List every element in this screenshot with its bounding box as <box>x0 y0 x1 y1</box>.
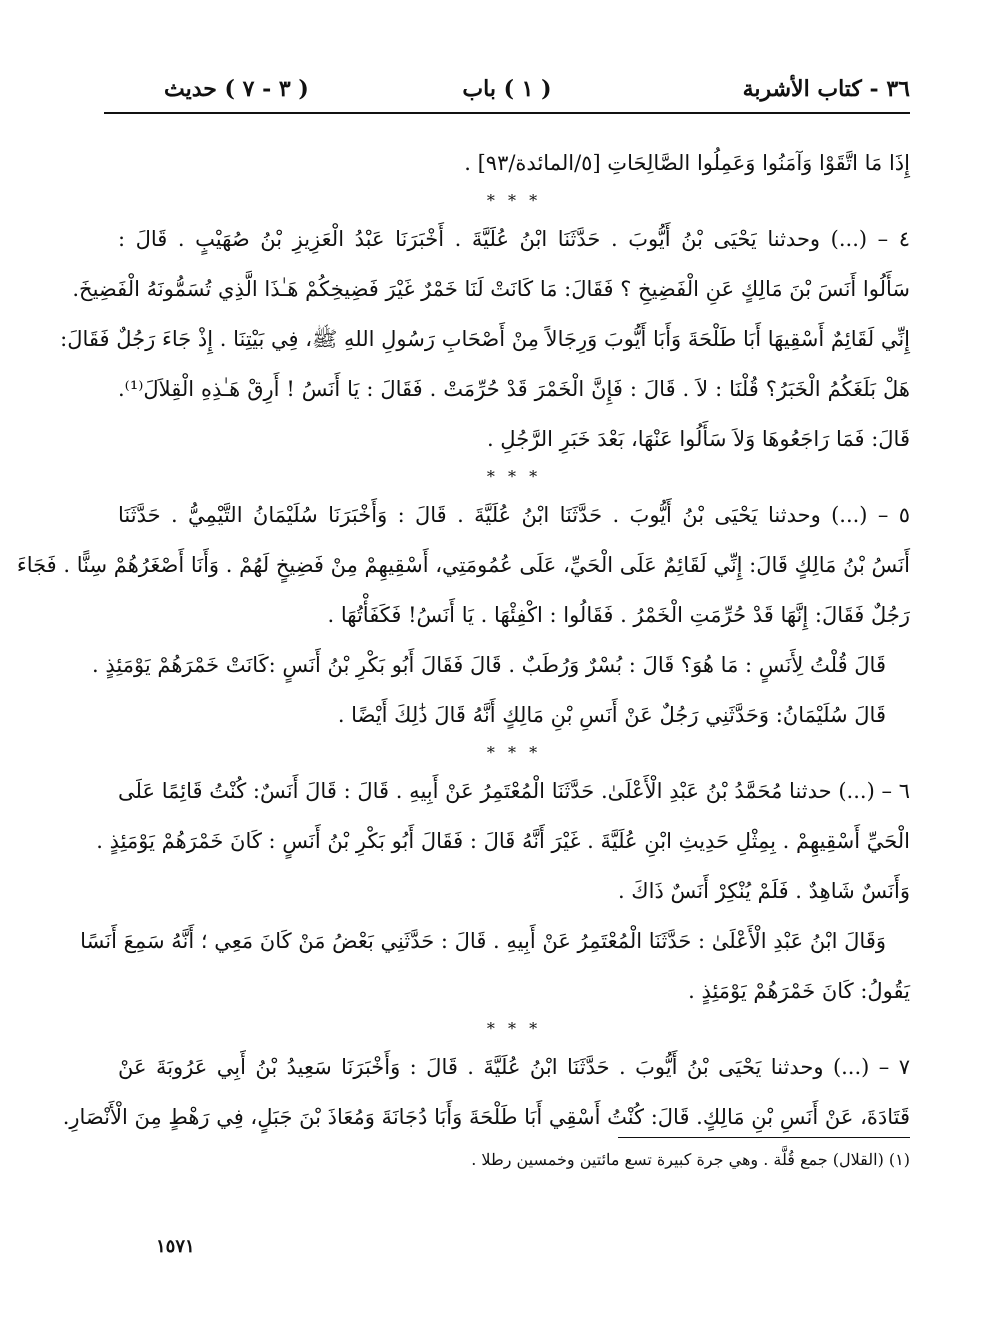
quran-verse-line: إِذَا مَا اتَّقَوْا وَآمَنُوا وَعَمِلُوا الصَّالِحَاتِ [٥/المائدة/٩٣] . <box>464 151 910 175</box>
text-line: قَالَ: فَمَا رَاجَعُوهَا وَلاَ سَأَلُوا عَنْهَا، بَعْدَ خَبَرِ الرَّجُلِ . <box>486 427 910 451</box>
text-line: رَجُلٌ فَقَالَ: إِنَّهَا قَدْ حُرِّمَتِ الْخَمْرُ . فَقَالُوا : اكْفِئْهَا . يَا أَنَسُ! فَكَفَأْتُهَا . <box>327 603 910 627</box>
text-line: ٦ – (...) حدثنا مُحَمَّدُ بْنُ عَبْدِ الْأَعْلَىٰ. حَدَّثَنَا الْمُعْتَمِرُ عَنْ أَبِيهِ . قَالَ : قَالَ أَنَسٌ: كُنْتُ قَائِمًا عَلَى <box>118 779 910 803</box>
text-line: يَقُولُ: كَانَ خَمْرَهُمْ يَوْمَئِذٍ . <box>688 979 910 1003</box>
footnote-rule <box>618 1137 910 1138</box>
section-separator: * * * <box>486 1019 542 1038</box>
hadith-6 <box>80 766 910 1016</box>
text-line: قَالَ سُلَيْمَانُ: وَحَدَّثَنِي رَجُلٌ عَنْ أَنَسِ بْنِ مَالِكٍ أَنَّهُ قَالَ ذَٰلِكَ أَيْضًا . <box>337 703 886 727</box>
header-hadith-range: ( ٣ - ٧ ) حديث <box>164 76 309 102</box>
text-line: هَلْ بَلَغَكُمُ الْخَبَرُ؟ قُلْنَا : لاَ . قَالَ : فَإِنَّ الْخَمْرَ قَدْ حُرِّمَتْ . فَقَالَ : يَا أَنَسُ ! أَرِقْ هَـٰذِهِ الْقِلاَلَ⁽¹⁾. <box>118 377 910 401</box>
text-line: ٥ – (...) وحدثنا يَحْيَى بْنُ أَيُّوبَ . حَدَّثَنَا ابْنُ عُلَيَّةَ . قَالَ : وَأَخْبَرَنَا سُلَيْمَانُ التَّيْمِيُّ . حَدَّثَنَا <box>118 503 910 527</box>
section-separator: * * * <box>486 191 542 210</box>
text-line: الْحَيِّ أَسْقِيهِمْ . بِمِثْلِ حَدِيثِ ابْنِ عُلَيَّةَ . غَيْرَ أَنَّهُ قَالَ : فَقَالَ أَبُو بَكْرِ بْنُ أَنَسٍ : كَانَ خَمْرَهُمْ يَوْمَئِذٍ . <box>96 829 910 853</box>
page-number: ١٥٧١ <box>156 1236 195 1257</box>
footnote: (١) (القلال) جمع قُلَّة . وهي جرة كبيرة تسع مائتين وخمسين رطلا . <box>471 1150 910 1169</box>
hadith-4 <box>60 214 910 464</box>
text-line: إِنِّي لَقَائِمٌ أَسْقِيهَا أَبَا طَلْحَةَ وَأَبَا أَيُّوبَ وَرِجَالاً مِنْ أَصْحَابِ رَسُولِ اللهِ ﷺ، فِي بَيْتِنَا . إِذْ جَاءَ رَجُلٌ فَقَالَ: <box>60 327 910 351</box>
text-line: ٧ – (...) وحدثنا يَحْيَى بْنُ أَيُّوبَ . حَدَّثَنَا ابْنُ عُلَيَّةَ . قَالَ : وَأَخْبَرَنَا سَعِيدُ بْنُ أَبِي عَرُوبَةَ عَنْ <box>118 1055 910 1079</box>
text-line: وَأَنَسٌ شَاهِدٌ . فَلَمْ يُنْكِرْ أَنَسٌ ذَاكَ . <box>617 879 910 903</box>
text-line: قَالَ قُلْتُ لِأَنَسٍ : مَا هُوَ؟ قَالَ : بُسْرٌ وَرُطَبٌ . قَالَ فَقَالَ أَبُو بَكْرِ بْنُ أَنَسٍ :كَانَتْ خَمْرَهُمْ يَوْمَئِذٍ . <box>92 653 886 677</box>
header-book-title: ٣٦ - كتاب الأشربة <box>742 76 910 102</box>
hadith-5 <box>16 490 910 740</box>
section-separator: * * * <box>486 467 542 486</box>
running-header <box>104 70 910 116</box>
hadith-7 <box>62 1042 910 1142</box>
text-line: سَأَلُوا أَنَسَ بْنَ مَالِكٍ عَنِ الْفَضِيخِ ؟ فَقَالَ: مَا كَانَتْ لَنَا خَمْرٌ غَيْرَ فَضِيخِكُمْ هَـٰذَا الَّذِي تُسَمُّونَهُ الْفَضِيخَ. <box>72 277 910 301</box>
text-line: وَقَالَ ابْنُ عَبْدِ الْأَعْلَىٰ : حَدَّثَنَا الْمُعْتَمِرُ عَنْ أَبِيهِ . قَالَ : حَدَّثَنِي بَعْضُ مَنْ كَانَ مَعِي ؛ أَنَّهُ سَمِعَ أَنَسًا <box>80 929 886 953</box>
text-line: قَتَادَةَ، عَنْ أَنَسِ بْنِ مَالِكٍ. قَالَ: كُنْتُ أَسْقِي أَبَا طَلْحَةَ وَأَبَا دُجَانَةَ وَمُعَاذَ بْنَ جَبَلٍ، فِي رَهْطٍ مِنَ الْأَنْصَارِ. <box>62 1105 910 1129</box>
header-chapter: ( ١ ) باب <box>462 76 552 102</box>
page-body <box>16 138 910 1142</box>
section-separator: * * * <box>486 743 542 762</box>
header-rule <box>104 112 910 114</box>
text-line: أَنَسُ بْنُ مَالِكٍ قَالَ: إِنِّي لَقَائِمٌ عَلَى الْحَيِّ، عَلَى عُمُومَتِي، أَسْقِيهِمْ مِنْ فَضِيخٍ لَهُمْ . وَأَنَا أَصْغَرُهُمْ سِنًّا . فَجَاءَ <box>16 553 910 577</box>
text-line: ٤ – (...) وحدثنا يَحْيَى بْنُ أَيُّوبَ . حَدَّثَنَا ابْنُ عُلَيَّةَ . أَخْبَرَنَا عَبْدُ الْعَزِيزِ بْنُ صُهَيْبٍ . قَالَ : <box>118 227 910 251</box>
